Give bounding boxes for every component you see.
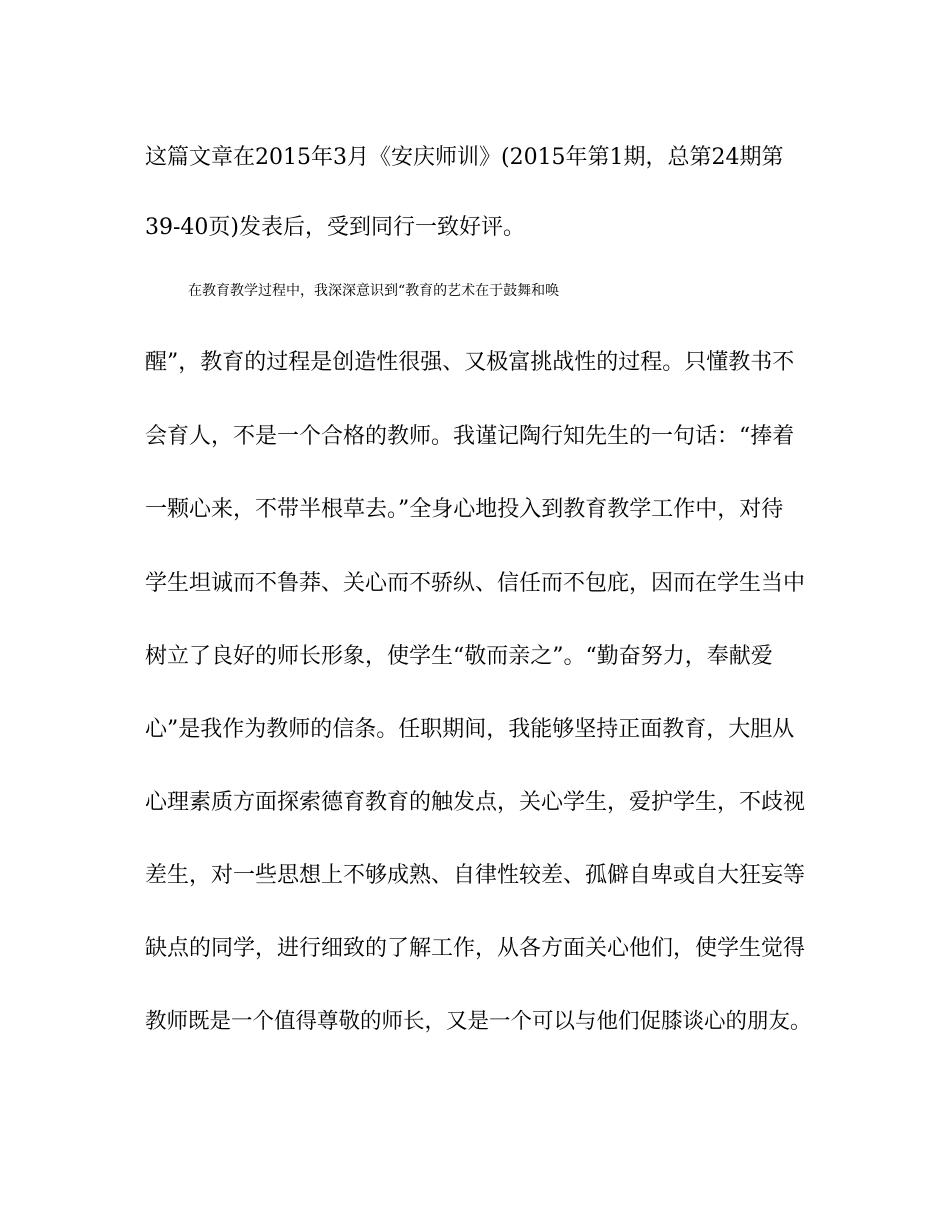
paragraph-line: 教师既是一个值得尊敬的师长，又是一个可以与他们促膝谈心的朋友。 (145, 1009, 812, 1034)
paragraph-line: 会育人，不是一个合格的教师。我谨记陶行知先生的一句话：“捧着 (145, 424, 795, 449)
paragraph-line: 心”是我作为教师的信条。任职期间，我能够坚持正面教育，大胆从 (145, 717, 795, 742)
paragraph-line: 树立了良好的师长形象，使学生“敬而亲之”。“勤奋努力，奉献爱 (145, 644, 773, 669)
paragraph-line: 39-40页)发表后，受到同行一致好评。 (145, 215, 526, 240)
paragraph-line: 这篇文章在2015年3月《安庆师训》(2015年第1期，总第24期第 (145, 145, 784, 170)
paragraph-line: 学生坦诚而不鲁莽、关心而不骄纵、信任而不包庇，因而在学生当中 (145, 571, 806, 596)
paragraph-line: 醒”，教育的过程是创造性很强、又极富挑战性的过程。只懂教书不 (145, 350, 795, 375)
paragraph-line: 一颗心来，不带半根草去。”全身心地投入到教育教学工作中，对待 (145, 497, 784, 522)
paragraph-line: 心理素质方面探索德育教育的触发点，关心学生，爱护学生，不歧视 (145, 790, 806, 815)
paragraph-line: 差生，对一些思想上不够成熟、自律性较差、孤僻自卑或自大狂妄等 (145, 863, 806, 888)
paragraph-line: 在教育教学过程中，我深深意识到“教育的艺术在于鼓舞和唤 (188, 283, 560, 299)
paragraph-line: 缺点的同学，进行细致的了解工作，从各方面关心他们，使学生觉得 (145, 936, 806, 961)
